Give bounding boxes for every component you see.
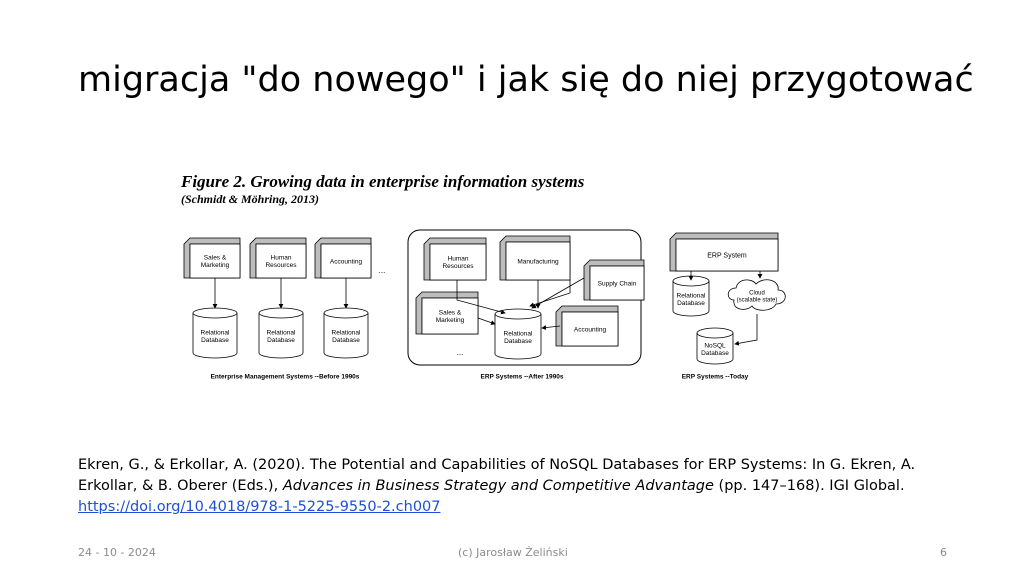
panel2-ellipsis: ... — [456, 347, 464, 357]
panel1-database-0-label: Relational Database — [200, 329, 230, 345]
panel1-module-2-label: Accounting — [329, 258, 363, 266]
panel1-database-1-label: Relational Database — [266, 329, 296, 345]
footer-author: (c) Jarosław Żeliński — [458, 546, 568, 559]
panel1-module-0-label: Sales & Marketing — [200, 254, 230, 270]
reference-pages: (pp. 147–168). IGI Global. — [713, 478, 905, 494]
panel2-module-hr-label: Human Resources — [442, 255, 474, 271]
panel3-nosql-database-label: NoSQL Database — [701, 342, 729, 358]
panel3-arrow-nosql — [735, 314, 757, 344]
panel1-ellipsis: ... — [378, 265, 386, 275]
reference — [78, 455, 948, 518]
panel1-database-0-top — [193, 308, 237, 318]
reference-book-title: Advances in Business Strategy and Competitive Advantage — [282, 478, 714, 494]
panel3-erp-system-label: ERP System — [707, 252, 747, 260]
panel3-relational-database-label: Relational Database — [676, 292, 706, 308]
doi-link[interactable]: https://doi.org/10.4018/978-1-5225-9550-2.ch007 — [78, 499, 441, 515]
panel2-module-sales-label: Sales & Marketing — [435, 309, 465, 325]
reference-text: Ekren, G., & Erkollar, A. (2020). The Potential and Capabilities of NoSQL Databases for ERP Systems: In G. Ekren, A. Erkollar, & B. Oberer (Eds.), — [78, 457, 916, 494]
panel2-module-manufacturing-label: Manufacturing — [517, 258, 559, 266]
erp-evolution-diagram — [160, 168, 820, 398]
footer-date: 24 - 10 - 2024 — [78, 546, 156, 559]
footer-page-number: 6 — [940, 546, 947, 559]
panel1-database-2-top — [324, 308, 368, 318]
figure — [160, 168, 820, 398]
panel1-database-1-top — [259, 308, 303, 318]
figure-subtitle: (Schmidt & Möhring, 2013) — [181, 192, 320, 206]
panel2-caption: ERP Systems --After 1990s — [480, 373, 564, 381]
panel2-database-label: Relational Database — [503, 330, 533, 346]
panel1-caption: Enterprise Management Systems --Before 1990s — [210, 373, 360, 381]
panel2-database-top — [495, 309, 541, 319]
panel3-caption: ERP Systems --Today — [681, 373, 749, 381]
panel3-cloud-label: Cloud (scalable state) — [736, 290, 778, 304]
panel1-module-1-label: Human Resources — [265, 254, 297, 270]
figure-title: Figure 2. Growing data in enterprise information systems — [181, 172, 585, 191]
panel3-nosql-database-top — [697, 328, 733, 338]
panel2-module-supply-chain-label: Supply Chain — [597, 280, 637, 288]
panel1-database-2-label: Relational Database — [331, 329, 361, 345]
panel2-module-accounting-label: Accounting — [573, 326, 607, 334]
slide-title: migracja "do nowego" i jak się do niej przygotować — [78, 60, 974, 100]
